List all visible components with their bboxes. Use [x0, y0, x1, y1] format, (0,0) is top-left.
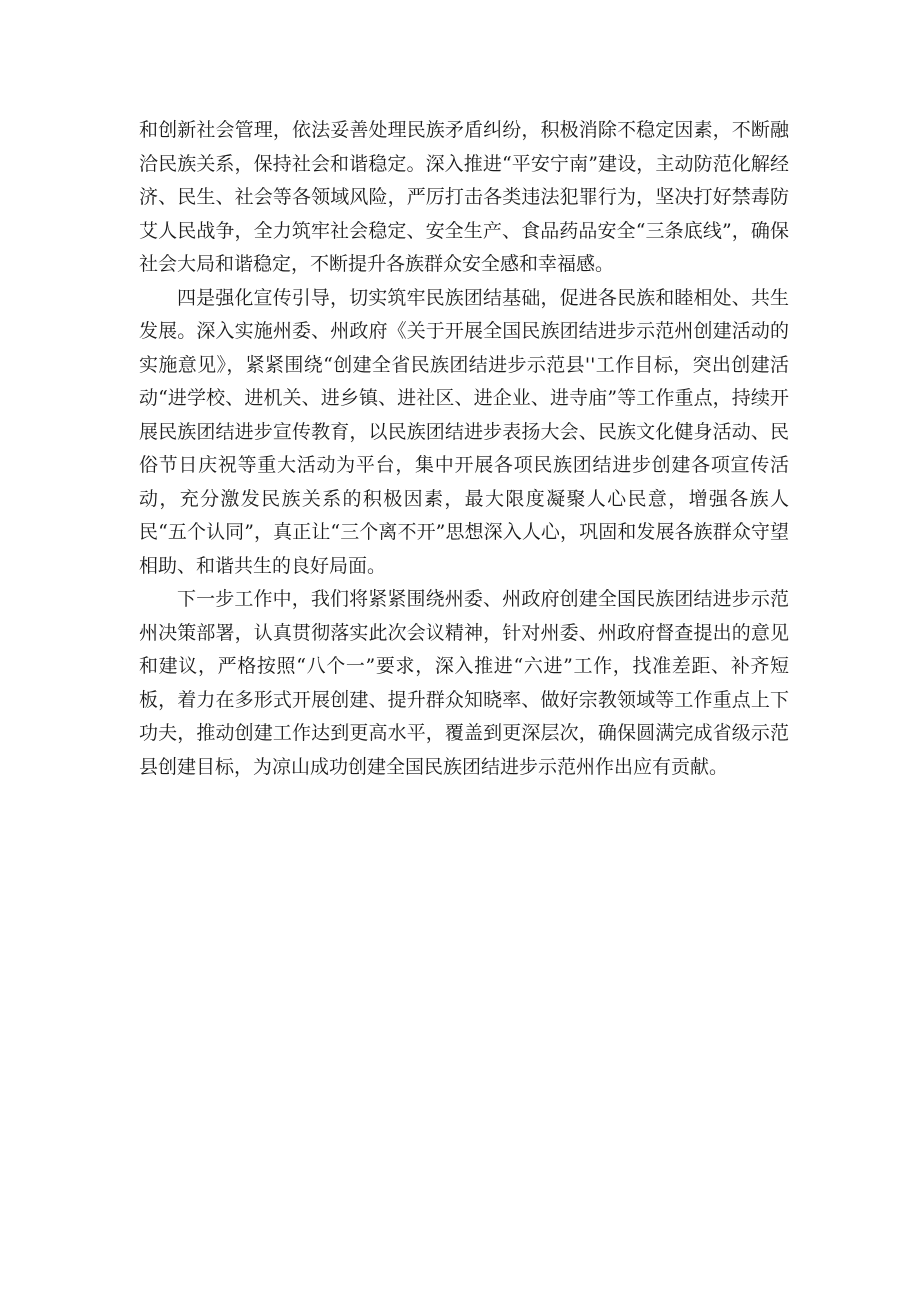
document-body — [139, 114, 789, 784]
paragraph-publicity-guidance: 四是强化宣传引导，切实筑牢民族团结基础，促进各民族和睦相处、共生发展。深入实施州委、州政府《关于开展全国民族团结进步示范州创建活动的实施意见》，紧紧围绕“创建全省民族团结进步示范县''工作目标，突出创建活动“进学校、进机关、进乡镇、进社区、进企业、进寺庙”等工作重点，持续开展民族团结进步宣传教育，以民族团结进步表扬大会、民族文化健身活动、民俗节日庆祝等重大活动为平台，集中开展各项民族团结进步创建各项宣传活动，充分激发民族关系的积极因素，最大限度凝聚人心民意，增强各族人民“五个认同”，真正让“三个离不开”思想深入人心，巩固和发展各族群众守望相助、和谐共生的良好局面。 — [139, 286, 789, 577]
paragraph-continuation: 和创新社会管理，依法妥善处理民族矛盾纠纷，积极消除不稳定因素，不断融洽民族关系，保持社会和谐稳定。深入推进“平安宁南”建设，主动防范化解经济、民生、社会等各领域风险，严厉打击各类违法犯罪行为，坚决打好禁毒防艾人民战争，全力筑牢社会稳定、安全生产、食品药品安全“三条底线”，确保社会大局和谐稳定，不断提升各族群众安全感和幸福感。 — [139, 119, 789, 275]
paragraph-next-steps: 下一步工作中，我们将紧紧围绕州委、州政府创建全国民族团结进步示范州决策部署，认真贯彻落实此次会议精神，针对州委、州政府督查提出的意见和建议，严格按照“八个一”要求，深入推进“六进”工作，找准差距、补齐短板，着力在多形式开展创建、提升群众知晓率、做好宗教领域等工作重点上下功夫，推动创建工作达到更高水平，覆盖到更深层次，确保圆满完成省级示范县创建目标，为凉山成功创建全国民族团结进步示范州作出应有贡献。 — [139, 588, 789, 778]
